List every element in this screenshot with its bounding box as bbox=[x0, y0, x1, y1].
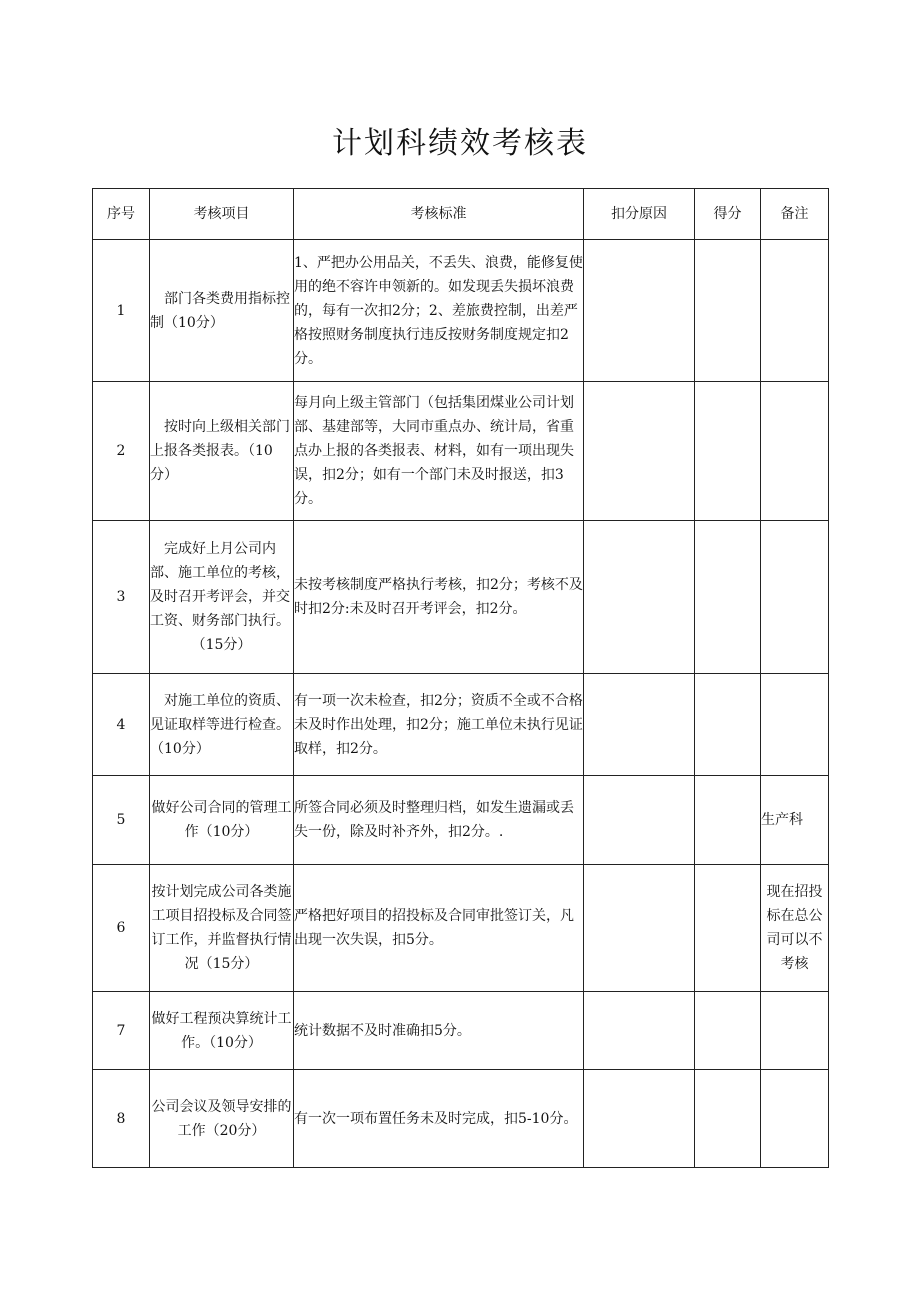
row-score bbox=[695, 382, 761, 521]
row-item bbox=[150, 674, 294, 776]
row-item-points: （15分） bbox=[191, 637, 252, 653]
table-row bbox=[93, 992, 829, 1070]
table-header-row bbox=[93, 189, 829, 240]
row-item bbox=[150, 521, 294, 674]
row-item: 公司会议及领导安排的工作（20分） bbox=[150, 1070, 294, 1168]
row-standard: 未按考核制度严格执行考核，扣2分；考核不及时扣2分:未及时召开考评会，扣2分。 bbox=[294, 521, 584, 674]
row-deduction-reason bbox=[584, 992, 695, 1070]
row-standard: 有一项一次未检查，扣2分；资质不全或不合格未及时作出处理，扣2分；施工单位未执行见证取样，扣2分。 bbox=[294, 674, 584, 776]
row-score bbox=[695, 674, 761, 776]
row-note bbox=[761, 992, 829, 1070]
row-note bbox=[761, 521, 829, 674]
row-standard: 每月向上级主管部门（包括集团煤业公司计划部、基建部等，大同市重点办、统计局，省重点办上报的各类报表、材料，如有一项出现失误，扣2分；如有一个部门未及时报送，扣3分。 bbox=[294, 382, 584, 521]
row-no: 7 bbox=[93, 992, 150, 1070]
table-row bbox=[93, 865, 829, 992]
header-note: 备注 bbox=[761, 189, 829, 240]
row-item bbox=[150, 382, 294, 521]
row-standard: 统计数据不及时准确扣5分。 bbox=[294, 992, 584, 1070]
row-deduction-reason bbox=[584, 240, 695, 382]
header-score: 得分 bbox=[695, 189, 761, 240]
row-no: 8 bbox=[93, 1070, 150, 1168]
header-no: 序号 bbox=[93, 189, 150, 240]
row-note bbox=[761, 382, 829, 521]
row-note bbox=[761, 674, 829, 776]
table-row bbox=[93, 674, 829, 776]
row-item: 做好工程预决算统计工作。（10分） bbox=[150, 992, 294, 1070]
row-no: 6 bbox=[93, 865, 150, 992]
row-no: 1 bbox=[93, 240, 150, 382]
row-item: 做好公司合同的管理工作（10分） bbox=[150, 776, 294, 865]
row-deduction-reason bbox=[584, 674, 695, 776]
row-no: 3 bbox=[93, 521, 150, 674]
table-row bbox=[93, 521, 829, 674]
row-score bbox=[695, 1070, 761, 1168]
row-standard: 所签合同必须及时整理归档，如发生遗漏或丢失一份，除及时补齐外，扣2分。. bbox=[294, 776, 584, 865]
row-note bbox=[761, 1070, 829, 1168]
page-title: 计划科绩效考核表 bbox=[332, 126, 588, 161]
table-row bbox=[93, 1070, 829, 1168]
row-score bbox=[695, 521, 761, 674]
assessment-table bbox=[92, 188, 829, 1168]
row-score bbox=[695, 776, 761, 865]
row-deduction-reason bbox=[584, 865, 695, 992]
row-deduction-reason bbox=[584, 382, 695, 521]
row-deduction-reason bbox=[584, 1070, 695, 1168]
row-deduction-reason bbox=[584, 521, 695, 674]
row-standard: 有一次一项布置任务未及时完成，扣5-10分。 bbox=[294, 1070, 584, 1168]
row-note bbox=[761, 240, 829, 382]
row-score bbox=[695, 992, 761, 1070]
header-deduction-reason: 扣分原因 bbox=[584, 189, 695, 240]
row-no: 5 bbox=[93, 776, 150, 865]
row-item: 按计划完成公司各类施工项目招投标及合同签订工作，并监督执行情况（15分） bbox=[150, 865, 294, 992]
table-row bbox=[93, 240, 829, 382]
row-score bbox=[695, 240, 761, 382]
row-item-text: 按时向上级相关部门上报各类报表。（10分） bbox=[150, 419, 290, 483]
row-item-text: 部门各类费用指标控制（10分） bbox=[150, 290, 290, 331]
row-deduction-reason bbox=[584, 776, 695, 865]
table-row bbox=[93, 382, 829, 521]
row-note: 现在招投标在总公司可以不考核 bbox=[761, 865, 829, 992]
row-standard: 严格把好项目的招投标及合同审批签订关，凡出现一次失误，扣5分。 bbox=[294, 865, 584, 992]
row-item-text: 完成好上月公司内部、施工单位的考核，及时召开考评会，并交工资、财务部门执行。 bbox=[150, 541, 290, 629]
row-no: 2 bbox=[93, 382, 150, 521]
row-note: 生产科 bbox=[761, 776, 829, 865]
header-item: 考核项目 bbox=[150, 189, 294, 240]
row-item-text: 对施工单位的资质、见证取样等进行检查。（10分） bbox=[150, 692, 290, 757]
row-no: 4 bbox=[93, 674, 150, 776]
row-score bbox=[695, 865, 761, 992]
table-row bbox=[93, 776, 829, 865]
row-standard: 1、严把办公用品关，不丢失、浪费，能修复使用的绝不容许申领新的。如发现丢失损坏浪费的，每有一次扣2分；2、差旅费控制，出差严格按照财务制度执行违反按财务制度规定扣2分。 bbox=[294, 240, 584, 382]
header-standard: 考核标准 bbox=[294, 189, 584, 240]
row-item bbox=[150, 240, 294, 382]
